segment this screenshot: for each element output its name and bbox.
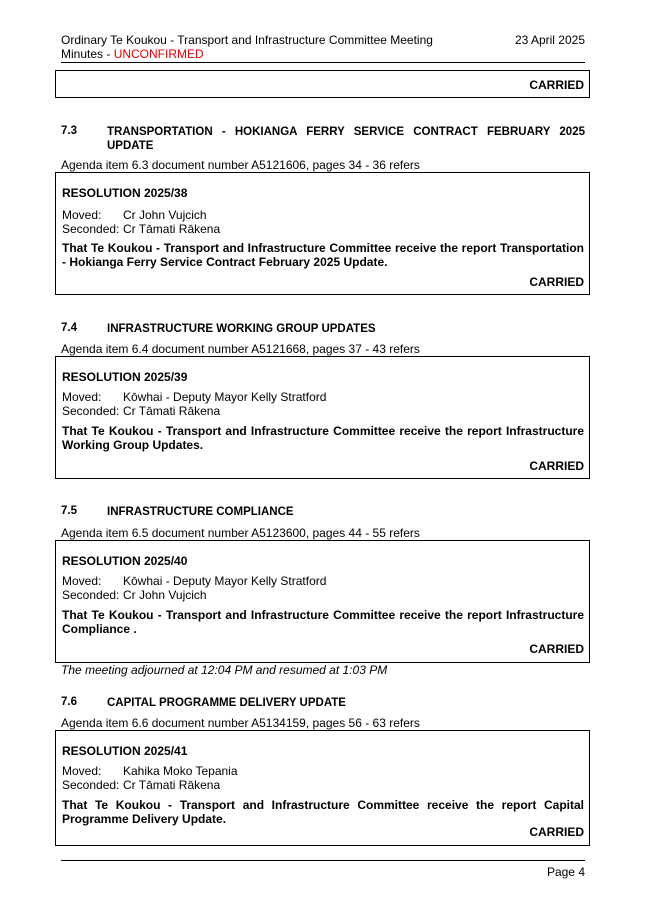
resolution-number: RESOLUTION 2025/38 xyxy=(62,186,188,200)
seconded-by: Cr Tāmati Rākena xyxy=(123,404,221,418)
moved-label: Moved: xyxy=(62,764,102,778)
moved-label: Moved: xyxy=(62,574,102,588)
moved-line xyxy=(62,208,207,222)
carried-label: CARRIED xyxy=(529,459,584,473)
moved-line xyxy=(62,764,238,778)
page-header xyxy=(61,33,585,63)
resolution-number: RESOLUTION 2025/40 xyxy=(62,554,188,568)
resolution-box xyxy=(55,356,590,479)
title-prefix: Minutes - xyxy=(61,47,114,61)
resolution-text: That Te Koukou - Transport and Infrastructure Committee receive the report Transportation - Hokianga Ferry Service Contract February 2025 Update. xyxy=(62,241,584,269)
item-number: 7.6 xyxy=(61,696,77,708)
resolution-text: That Te Koukou - Transport and Infrastructure Committee receive the report Infrastructure Compliance . xyxy=(62,608,584,636)
item-heading xyxy=(61,125,585,155)
agenda-reference: Agenda item 6.3 document number A5121606, pages 34 - 36 refers xyxy=(61,158,420,172)
item-title: TRANSPORTATION - HOKIANGA FERRY SERVICE CONTRACT FEBRUARY 2025 UPDATE xyxy=(107,126,585,152)
carried-label: CARRIED xyxy=(529,642,584,656)
seconded-label: Seconded: xyxy=(62,404,120,418)
item-number: 7.4 xyxy=(61,322,77,334)
item-heading xyxy=(61,696,585,712)
carried-label: CARRIED xyxy=(529,78,584,92)
resolution-number: RESOLUTION 2025/41 xyxy=(62,744,188,758)
previous-resolution-box xyxy=(55,70,590,98)
moved-by: Kōwhai - Deputy Mayor Kelly Stratford xyxy=(123,390,327,404)
resolution-text: That Te Koukou - Transport and Infrastructure Committee receive the report Capital Programme Delivery Update. xyxy=(62,798,584,826)
title-line-2 xyxy=(61,47,433,61)
status-unconfirmed: UNCONFIRMED xyxy=(113,47,204,61)
seconded-line xyxy=(62,778,220,792)
seconded-label: Seconded: xyxy=(62,778,120,792)
seconded-line xyxy=(62,222,220,236)
moved-label: Moved: xyxy=(62,208,102,222)
document-title xyxy=(61,33,433,61)
resolution-text: That Te Koukou - Transport and Infrastructure Committee receive the report Infrastructure Working Group Updates. xyxy=(62,424,584,452)
resolution-box xyxy=(55,172,590,295)
moved-line xyxy=(62,574,326,588)
agenda-reference: Agenda item 6.6 document number A5134159, pages 56 - 63 refers xyxy=(61,716,420,730)
resolution-number: RESOLUTION 2025/39 xyxy=(62,370,188,384)
seconded-by: Cr Tāmati Rākena xyxy=(123,222,221,236)
carried-label: CARRIED xyxy=(529,275,584,289)
seconded-label: Seconded: xyxy=(62,588,120,602)
seconded-line xyxy=(62,404,220,418)
moved-by: Kōwhai - Deputy Mayor Kelly Stratford xyxy=(123,574,327,588)
seconded-label: Seconded: xyxy=(62,222,120,236)
item-title: INFRASTRUCTURE COMPLIANCE xyxy=(107,506,294,518)
moved-label: Moved: xyxy=(62,390,102,404)
moved-by: Kahika Moko Tepania xyxy=(123,764,238,778)
seconded-by: Cr Tāmati Rākena xyxy=(123,778,221,792)
page-number: Page 4 xyxy=(546,865,585,879)
item-number: 7.5 xyxy=(61,505,77,517)
adjournment-note: The meeting adjourned at 12:04 PM and resumed at 1:03 PM xyxy=(61,663,388,677)
item-number: 7.3 xyxy=(61,125,77,137)
seconded-line xyxy=(62,588,207,602)
meeting-date: 23 April 2025 xyxy=(514,33,585,47)
carried-label: CARRIED xyxy=(529,825,584,839)
seconded-by: Cr John Vujcich xyxy=(123,588,207,602)
item-title: INFRASTRUCTURE WORKING GROUP UPDATES xyxy=(107,323,376,335)
moved-line xyxy=(62,390,326,404)
moved-by: Cr John Vujcich xyxy=(123,208,207,222)
page-footer xyxy=(61,860,585,879)
resolution-box xyxy=(55,540,590,663)
item-heading xyxy=(61,505,585,521)
agenda-reference: Agenda item 6.4 document number A5121668, pages 37 - 43 refers xyxy=(61,342,420,356)
agenda-reference: Agenda item 6.5 document number A5123600, pages 44 - 55 refers xyxy=(61,526,420,540)
title-line-1: Ordinary Te Koukou - Transport and Infrastructure Committee Meeting xyxy=(61,33,433,47)
resolution-box xyxy=(55,730,590,846)
item-heading xyxy=(61,322,585,338)
item-title: CAPITAL PROGRAMME DELIVERY UPDATE xyxy=(107,697,346,709)
